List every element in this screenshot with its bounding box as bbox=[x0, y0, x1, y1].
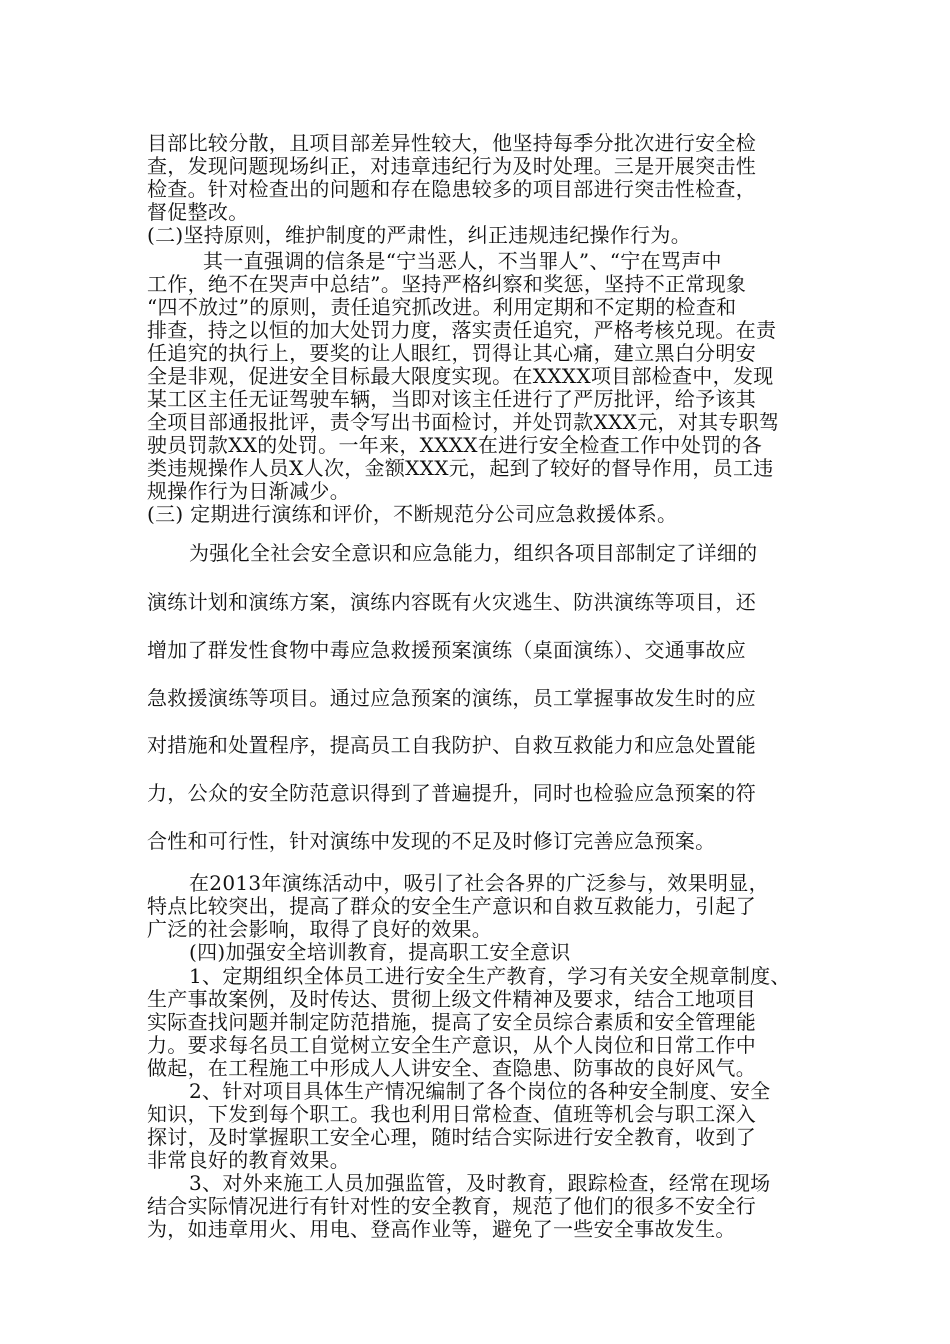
paragraph-line: 对措施和处置程序，提高员工自我防护、自救互救能力和应急处置能 bbox=[147, 733, 756, 757]
paragraph-line: 任追究的执行上，要奖的让人眼红，罚得让其心痛，建立黑白分明安 bbox=[147, 341, 756, 365]
paragraph-line: 督促整改。 bbox=[147, 200, 249, 224]
paragraph-line: 增加了群发性食物中毒应急救援预案演练（桌面演练）、交通事故应 bbox=[147, 638, 746, 662]
paragraph-line: 检查。针对检查出的问题和存在隐患较多的项目部进行突击性检查， bbox=[147, 177, 756, 201]
list-item-line: 为，如违章用火、用电、登高作业等，避免了一些安全事故发生。 bbox=[147, 1217, 736, 1241]
section-heading-2: (二)坚持原则，维护制度的严肃性，纠正违规违纪操作行为。 bbox=[147, 223, 692, 247]
paragraph-line: 类违规操作人员X人次，金额XXX元，起到了较好的督导作用，员工违 bbox=[147, 456, 774, 480]
paragraph-line: “四不放过”的原则，责任追究抓改进。利用定期和不定期的检查和 bbox=[147, 295, 737, 319]
list-item-line: 探讨，及时掌握职工安全心理，随时结合实际进行安全教育，收到了 bbox=[147, 1125, 756, 1149]
paragraph-line: 规操作行为日渐减少。 bbox=[147, 479, 350, 503]
paragraph-line: 为强化全社会安全意识和应急能力，组织各项目部制定了详细的 bbox=[189, 541, 758, 565]
section-heading-4: (四)加强安全培训教育，提高职工安全意识 bbox=[189, 940, 571, 964]
list-item-line: 实际查找问题并制定防范措施，提高了安全员综合素质和安全管理能 bbox=[147, 1010, 756, 1034]
paragraph-line: 在2013年演练活动中，吸引了社会各界的广泛参与，效果明显， bbox=[189, 871, 769, 895]
paragraph-line: 合性和可行性，针对演练中发现的不足及时修订完善应急预案。 bbox=[147, 829, 716, 853]
paragraph-line: 力，公众的安全防范意识得到了普遍提升，同时也检验应急预案的符 bbox=[147, 781, 756, 805]
list-item-line: 生产事故案例，及时传达、贯彻上级文件精神及要求，结合工地项目 bbox=[147, 987, 756, 1011]
paragraph-line: 查，发现问题现场纠正，对违章违纪行为及时处理。三是开展突击性 bbox=[147, 154, 756, 178]
list-item-line: 力。要求每名员工自觉树立安全生产意识，从个人岗位和日常工作中 bbox=[147, 1033, 756, 1057]
paragraph-line: 特点比较突出，提高了群众的安全生产意识和自救互救能力，引起了 bbox=[147, 894, 756, 918]
paragraph-line: 某工区主任无证驾驶车辆，当即对该主任进行了严厉批评，给予该其 bbox=[147, 387, 756, 411]
paragraph-line: 急救援演练等项目。通过应急预案的演练，员工掌握事故发生时的应 bbox=[147, 686, 756, 710]
list-item-line: 3、对外来施工人员加强监管，及时教育，跟踪检查，经常在现场 bbox=[189, 1171, 771, 1195]
list-item-line: 做起，在工程施工中形成人人讲安全、查隐患、防事故的良好风气。 bbox=[147, 1056, 756, 1080]
list-item-line: 2、针对项目具体生产情况编制了各个岗位的各种安全制度、安全 bbox=[189, 1079, 771, 1103]
list-item-line: 非常良好的教育效果。 bbox=[147, 1148, 350, 1172]
paragraph-line: 全是非观，促进安全目标最大限度实现。在XXXX项目部检查中，发现 bbox=[147, 364, 774, 388]
list-item-line: 知识，下发到每个职工。我也利用日常检查、值班等机会与职工深入 bbox=[147, 1102, 756, 1126]
list-item-line: 1、定期组织全体员工进行安全生产教育，学习有关安全规章制度、 bbox=[189, 964, 791, 988]
paragraph-line: 全项目部通报批评，责令写出书面检讨，并处罚款XXX元，对其专职驾 bbox=[147, 410, 780, 434]
paragraph-line: 驶员罚款XX的处罚。一年来，XXXX在进行安全检查工作中处罚的各 bbox=[147, 433, 763, 457]
paragraph-line: 排查，持之以恒的加大处罚力度，落实责任追究，严格考核兑现。在责 bbox=[147, 318, 777, 342]
section-heading-3: (三) 定期进行演练和评价，不断规范分公司应急救援体系。 bbox=[147, 502, 678, 526]
paragraph-line: 其一直强调的信条是“宁当恶人，不当罪人”、“宁在骂声中 bbox=[203, 249, 722, 273]
paragraph-line: 广泛的社会影响，取得了良好的效果。 bbox=[147, 917, 493, 941]
list-item-line: 结合实际情况进行有针对性的安全教育，规范了他们的很多不安全行 bbox=[147, 1194, 756, 1218]
paragraph-line: 演练计划和演练方案，演练内容既有火灾逃生、防洪演练等项目，还 bbox=[147, 590, 756, 614]
paragraph-line: 工作，绝不在哭声中总结”。坚持严格纠察和奖惩，坚持不正常现象 bbox=[147, 272, 747, 296]
paragraph-line: 目部比较分散，且项目部差异性较大，他坚持每季分批次进行安全检 bbox=[147, 131, 756, 155]
